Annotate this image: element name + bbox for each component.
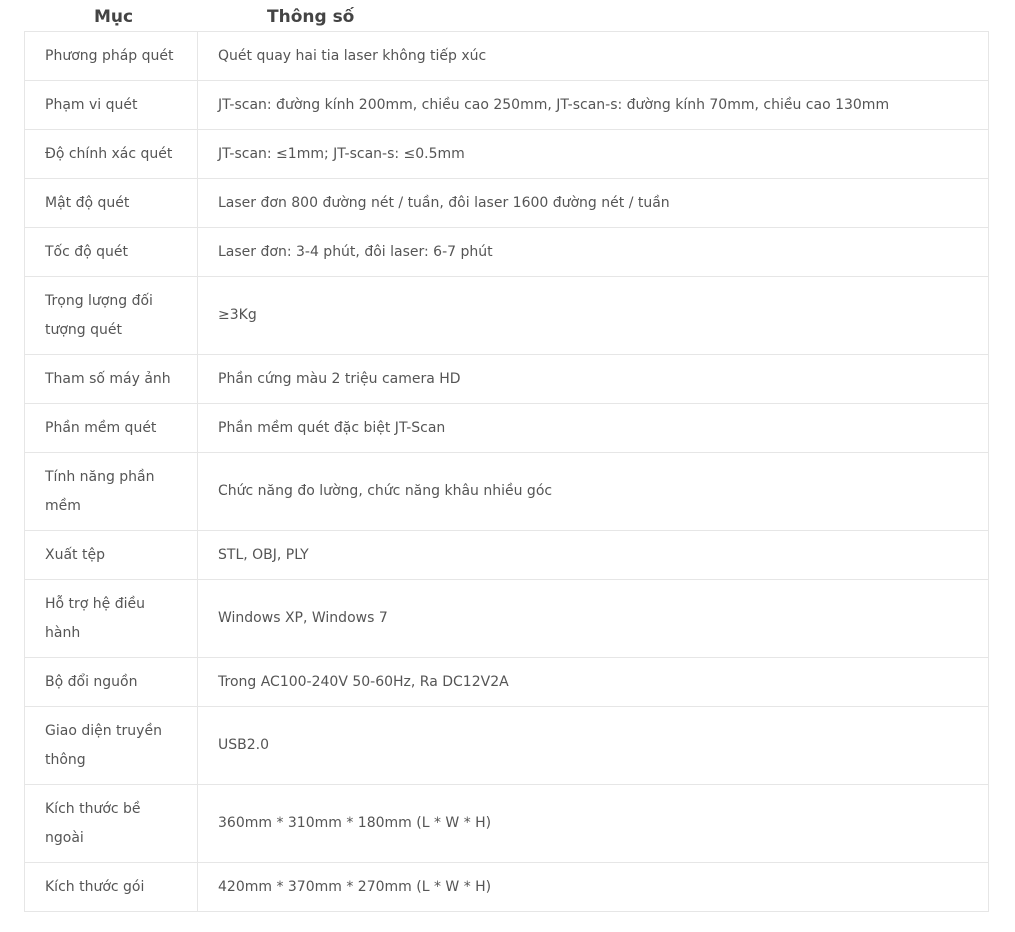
row-value: 360mm * 310mm * 180mm (L * W * H) bbox=[198, 785, 989, 863]
row-value: STL, OBJ, PLY bbox=[198, 531, 989, 580]
table-row bbox=[25, 863, 989, 912]
row-label: Mật độ quét bbox=[25, 179, 198, 228]
row-label: Phương pháp quét bbox=[25, 32, 198, 81]
row-value: 420mm * 370mm * 270mm (L * W * H) bbox=[198, 863, 989, 912]
row-label: Tham số máy ảnh bbox=[25, 355, 198, 404]
row-value: Trong AC100-240V 50-60Hz, Ra DC12V2A bbox=[198, 658, 989, 707]
row-value: Windows XP, Windows 7 bbox=[198, 580, 989, 658]
row-label: Phạm vi quét bbox=[25, 81, 198, 130]
row-value: JT-scan: ≤1mm; JT-scan-s: ≤0.5mm bbox=[198, 130, 989, 179]
row-label: Kích thước bề ngoài bbox=[25, 785, 198, 863]
table-row bbox=[25, 130, 989, 179]
table-row bbox=[25, 81, 989, 130]
table-row bbox=[25, 453, 989, 531]
row-value: USB2.0 bbox=[198, 707, 989, 785]
row-value: Phần cứng màu 2 triệu camera HD bbox=[198, 355, 989, 404]
row-label: Tốc độ quét bbox=[25, 228, 198, 277]
row-label: Hỗ trợ hệ điều hành bbox=[25, 580, 198, 658]
row-value: JT-scan: đường kính 200mm, chiều cao 250mm, JT-scan-s: đường kính 70mm, chiều cao 130mm bbox=[198, 81, 989, 130]
row-value: Laser đơn: 3-4 phút, đôi laser: 6-7 phút bbox=[198, 228, 989, 277]
row-value: Laser đơn 800 đường nét / tuần, đôi laser 1600 đường nét / tuần bbox=[198, 179, 989, 228]
table-row bbox=[25, 531, 989, 580]
column-header-item: Mục bbox=[94, 7, 134, 27]
row-label: Tính năng phần mềm bbox=[25, 453, 198, 531]
column-header-spec: Thông số bbox=[267, 7, 355, 27]
row-label: Phần mềm quét bbox=[25, 404, 198, 453]
table-row bbox=[25, 404, 989, 453]
table-row bbox=[25, 277, 989, 355]
row-label: Kích thước gói bbox=[25, 863, 198, 912]
row-label: Độ chính xác quét bbox=[25, 130, 198, 179]
table-row bbox=[25, 228, 989, 277]
table-row bbox=[25, 355, 989, 404]
row-label: Trọng lượng đối tượng quét bbox=[25, 277, 198, 355]
row-value: Phần mềm quét đặc biệt JT-Scan bbox=[198, 404, 989, 453]
row-label: Giao diện truyền thông bbox=[25, 707, 198, 785]
table-row bbox=[25, 658, 989, 707]
table-row bbox=[25, 32, 989, 81]
row-value: Chức năng đo lường, chức năng khâu nhiều góc bbox=[198, 453, 989, 531]
table-row bbox=[25, 707, 989, 785]
table-row bbox=[25, 179, 989, 228]
row-value: Quét quay hai tia laser không tiếp xúc bbox=[198, 32, 989, 81]
spec-table bbox=[24, 31, 989, 912]
table-row bbox=[25, 785, 989, 863]
row-label: Xuất tệp bbox=[25, 531, 198, 580]
table-row bbox=[25, 580, 989, 658]
table-header bbox=[0, 0, 1015, 32]
row-label: Bộ đổi nguồn bbox=[25, 658, 198, 707]
row-value: ≥3Kg bbox=[198, 277, 989, 355]
